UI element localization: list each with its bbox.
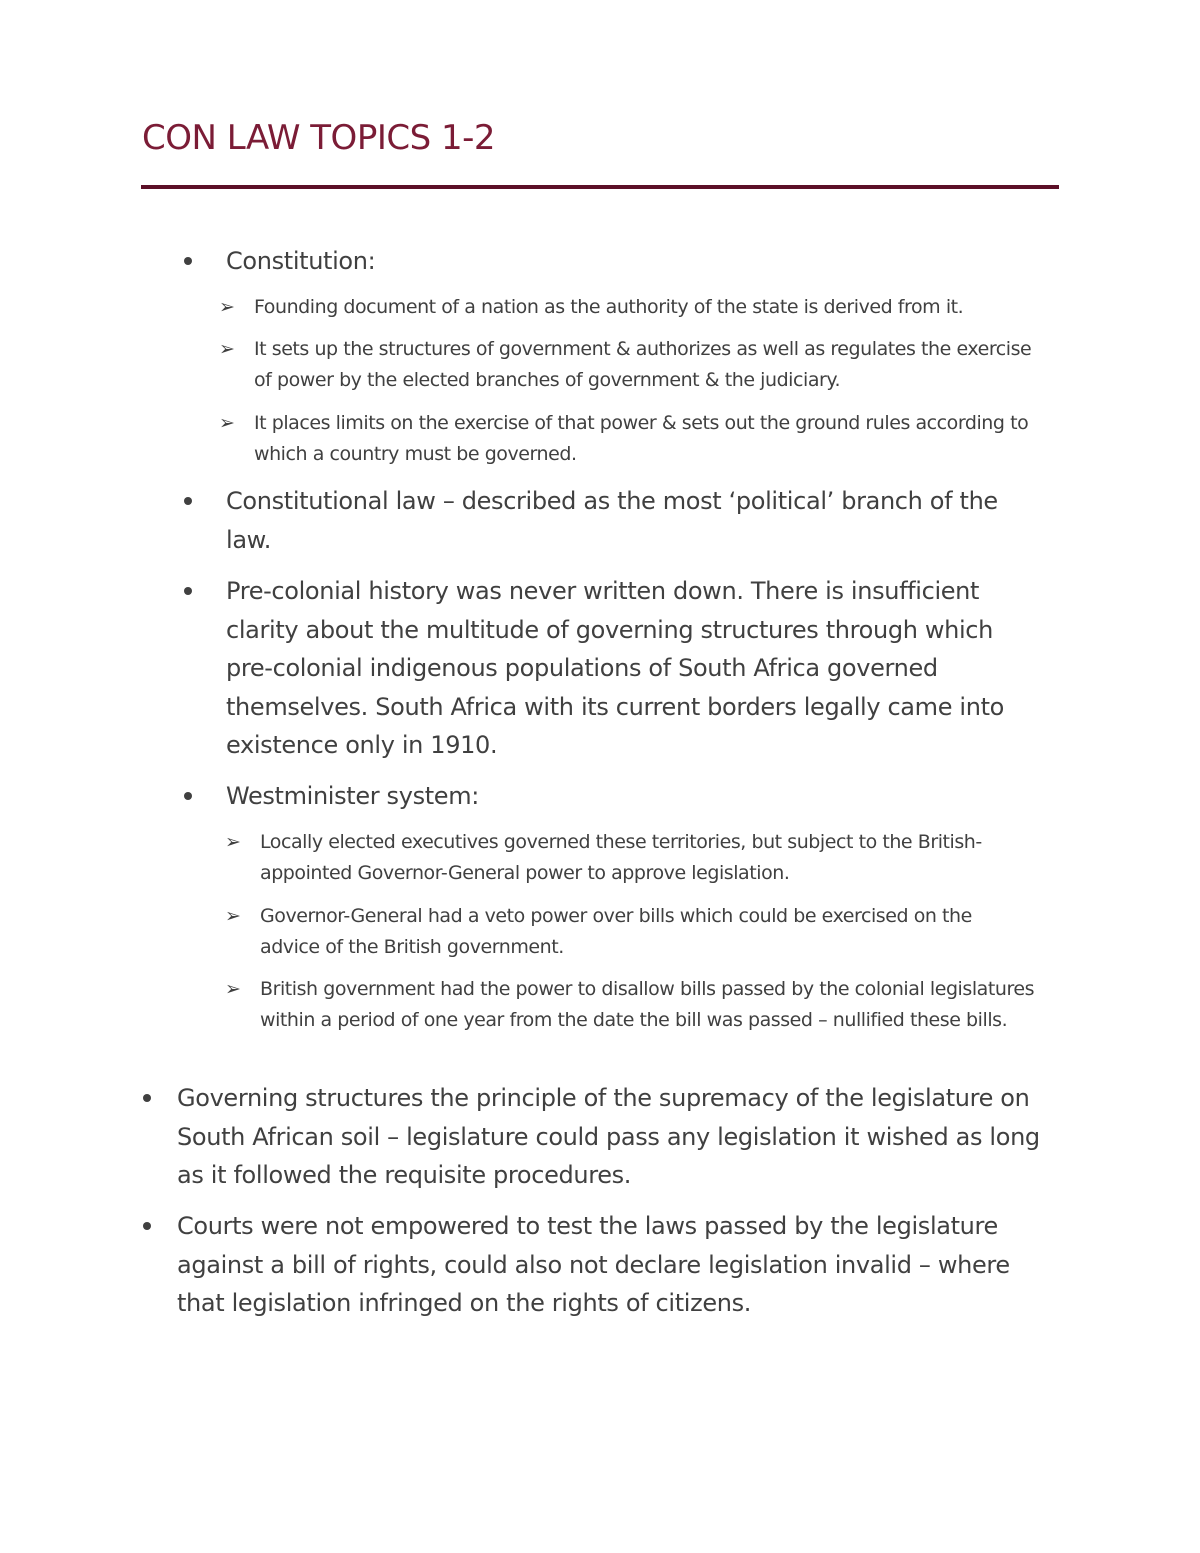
list-item-constitution: Constitution: (226, 247, 376, 275)
sub-item-limits: It places limits on the exercise of that power & sets out the ground rules according to which a country must be governed. (254, 412, 1029, 465)
bullet-icon (184, 497, 192, 505)
sub-item-disallow-bills: British government had the power to disallow bills passed by the colonial legislatures within a period of one year from the date the bill was passed – nullified these bills. (260, 978, 1035, 1031)
bullet-icon (184, 587, 192, 595)
list-item-westminister-system: Westminister system: (226, 782, 479, 810)
bullet-icon (143, 1094, 151, 1102)
list-item-constitutional-law: Constitutional law – described as the most ‘political’ branch of the law. (226, 487, 998, 554)
sub-item-veto-power: Governor-General had a veto power over bills which could be exercised on the advice of the British government. (260, 905, 972, 958)
arrow-bullet-icon: ➢ (225, 978, 241, 1000)
arrow-bullet-icon: ➢ (219, 412, 235, 434)
document-title: CON LAW TOPICS 1-2 (142, 118, 496, 158)
sub-item-founding-document: Founding document of a nation as the authority of the state is derived from it. (254, 296, 964, 318)
arrow-bullet-icon: ➢ (219, 296, 235, 318)
sub-item-locally-elected: Locally elected executives governed these territories, but subject to the British-appointed Governor-General power to approve legislation. (260, 831, 982, 884)
title-divider (141, 185, 1059, 189)
bullet-icon (184, 257, 192, 265)
arrow-bullet-icon: ➢ (219, 338, 235, 360)
arrow-bullet-icon: ➢ (225, 831, 241, 853)
list-item-pre-colonial-history: Pre-colonial history was never written down. There is insufficient clarity about the multitude of governing structures through which pre-colonial indigenous populations of South Africa governed themselves. South Africa with its current borders legally came into existence only in 1910. (226, 577, 1004, 759)
list-item-governing-structures: Governing structures the principle of the supremacy of the legislature on South African soil – legislature could pass any legislation it wished as long as it followed the requisite procedures. (177, 1084, 1040, 1189)
bullet-icon (184, 792, 192, 800)
bullet-icon (143, 1222, 151, 1230)
list-item-courts: Courts were not empowered to test the laws passed by the legislature against a bill of rights, could also not declare legislation invalid – where that legislation infringed on the rights of citizens. (177, 1212, 1010, 1317)
sub-item-structures: It sets up the structures of government & authorizes as well as regulates the exercise of power by the elected branches of government & the judiciary. (254, 338, 1032, 391)
arrow-bullet-icon: ➢ (225, 905, 241, 927)
